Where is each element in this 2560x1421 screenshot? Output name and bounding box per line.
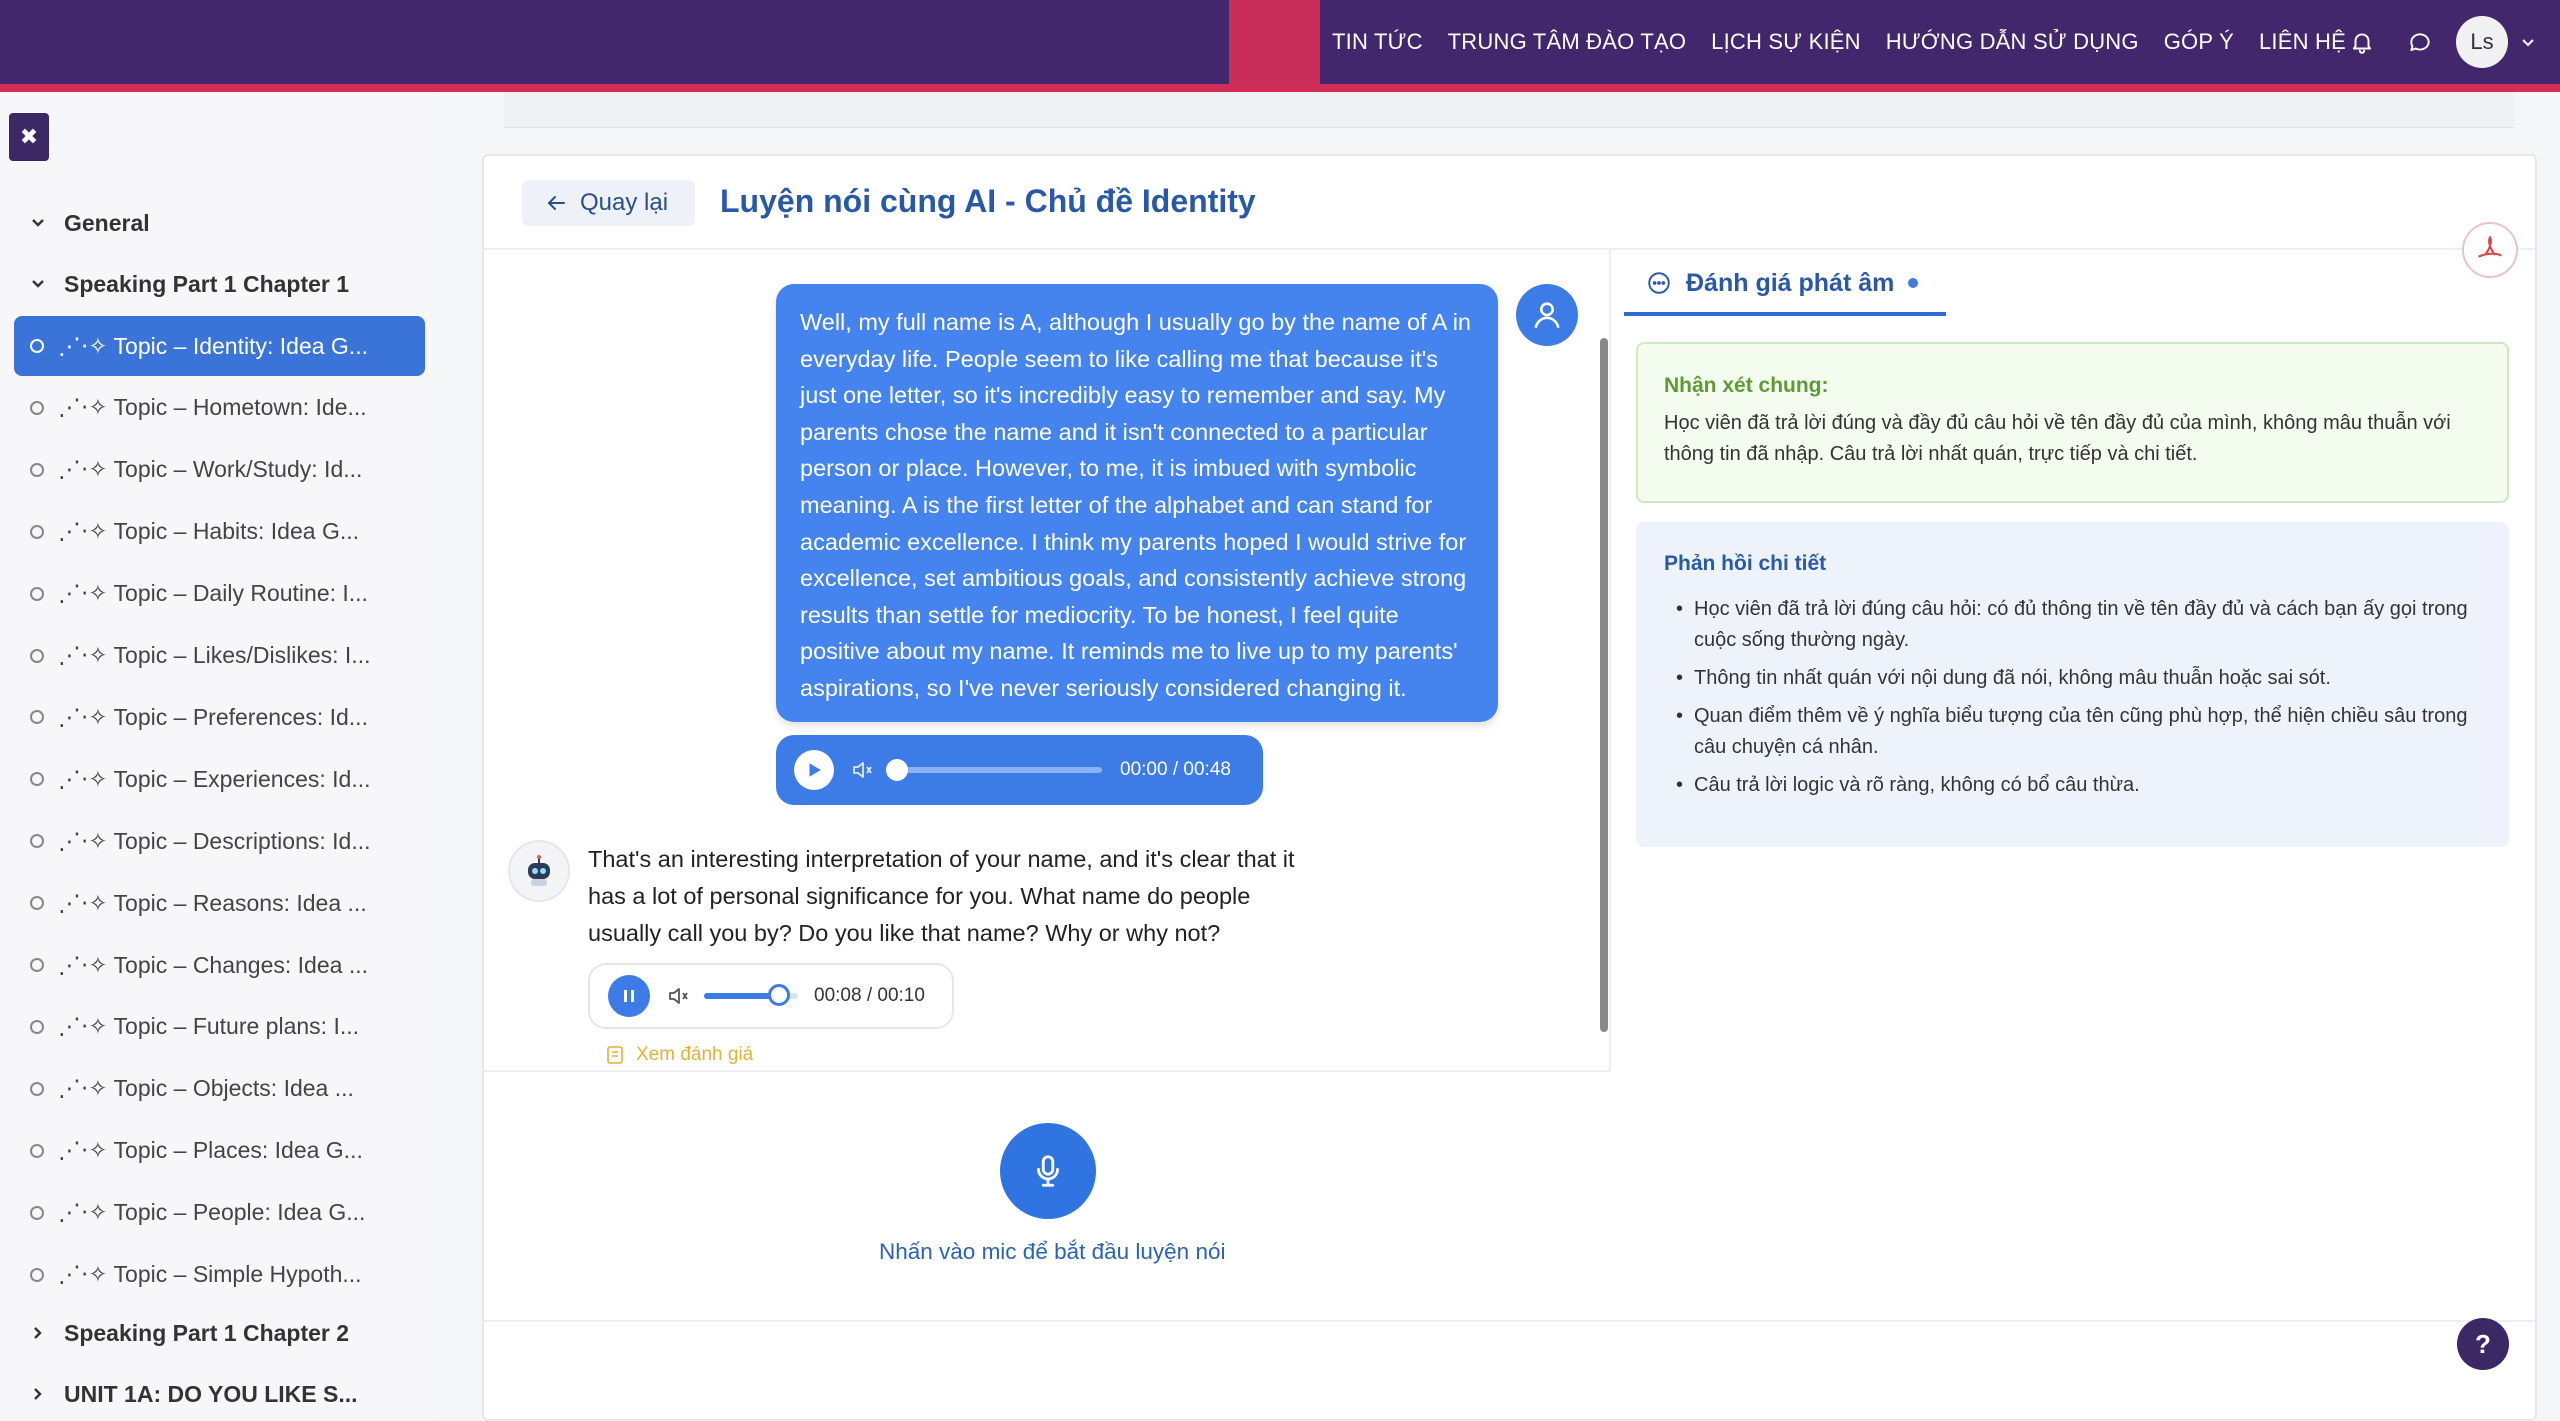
seek-thumb[interactable] (768, 984, 790, 1006)
sidebar-topic-label: ⋰⋅✧ Topic – People: Idea G... (58, 1199, 366, 1226)
chat-icon[interactable] (2406, 28, 2434, 56)
nav-underline (0, 84, 2560, 92)
radio-circle-icon (30, 463, 44, 477)
sidebar-topic-label: ⋰⋅✧ Topic – Habits: Idea G... (58, 518, 360, 545)
pdf-icon[interactable] (2462, 222, 2518, 278)
user-audio-player (776, 735, 1263, 805)
general-comment-text: Học viên đã trả lời đúng và đầy đủ câu hỏi về tên đầy đủ của mình, không mâu thuẫn với thông tin đã nhập. Câu trả lời nhất quán, trực tiếp và chi tiết. (1664, 412, 2451, 465)
back-button[interactable] (522, 180, 695, 226)
user-icon (1516, 284, 1578, 346)
sidebar-topic-label: ⋰⋅✧ Topic – Places: Idea G... (58, 1137, 363, 1164)
view-evaluation-link[interactable] (606, 1044, 753, 1066)
sidebar-topic-label: ⋰⋅✧ Topic – Preferences: Id... (58, 703, 368, 730)
sidebar-topic-item[interactable] (14, 749, 425, 809)
chevron-down-icon (30, 215, 46, 231)
play-button[interactable] (794, 750, 834, 790)
sidebar-topic-item[interactable] (14, 811, 425, 871)
nav-contact[interactable]: LIÊN HỆ (2259, 29, 2346, 54)
tab-label: Đánh giá phát âm (1686, 268, 1895, 297)
user-avatar-button[interactable]: Ls (2456, 16, 2508, 68)
sidebar-topic-label: ⋰⋅✧ Topic – Identity: Idea G... (58, 332, 368, 359)
chat-bubble-icon (1646, 270, 1672, 296)
sidebar-topic-item[interactable] (14, 502, 425, 562)
radio-circle-icon (30, 1020, 44, 1034)
feedback-list (1664, 594, 2481, 801)
sidebar-topic-item[interactable] (14, 626, 425, 686)
arrow-left-icon (544, 191, 568, 215)
section-chapter-1[interactable] (30, 264, 349, 304)
sidebar-topic-item[interactable] (14, 440, 425, 500)
user-audio-time: 00:00 / 00:48 (1120, 759, 1231, 780)
radio-circle-icon (30, 1082, 44, 1096)
radio-circle-icon (30, 649, 44, 663)
user-audio-seekbar[interactable] (886, 767, 1102, 773)
radio-circle-icon (30, 525, 44, 539)
sidebar-topic-label: ⋰⋅✧ Topic – Objects: Idea ... (58, 1075, 354, 1102)
sidebar-topic-item[interactable] (14, 316, 425, 376)
play-icon (805, 761, 823, 779)
radio-circle-icon (30, 958, 44, 972)
robot-icon (508, 840, 570, 902)
page-title: Luyện nói cùng AI - Chủ đề Identity (720, 183, 1256, 219)
sidebar-topic-item[interactable] (14, 1245, 425, 1305)
radio-circle-icon (30, 401, 44, 415)
radio-circle-icon (30, 1144, 44, 1158)
status-dot (1908, 278, 1918, 288)
sidebar-topic-label: ⋰⋅✧ Topic – Hometown: Ide... (58, 394, 367, 421)
volume-icon[interactable] (664, 982, 692, 1010)
view-evaluation-label: Xem đánh giá (636, 1044, 754, 1065)
feedback-item: • Học viên đã trả lời đúng câu hỏi: có đủ thông tin về tên đầy đủ và cách bạn ấy gọi trong cuộc sống thường ngày. (1664, 594, 2481, 656)
section-general[interactable] (30, 203, 150, 243)
chevron-down-icon[interactable] (2516, 30, 2540, 54)
seek-thumb[interactable] (886, 759, 908, 781)
detailed-feedback-title: Phản hồi chi tiết (1664, 552, 1827, 575)
detailed-feedback-box (1636, 522, 2509, 847)
card-footer-divider (484, 1320, 2535, 1322)
bot-audio-player (588, 963, 954, 1029)
sidebar-topic-item[interactable] (14, 378, 425, 438)
tab-pronunciation-evaluation[interactable] (1624, 254, 1946, 316)
sidebar-topic-item[interactable] (14, 997, 425, 1057)
section-label: General (64, 209, 150, 236)
main-nav (1332, 0, 2346, 84)
radio-circle-icon (30, 1206, 44, 1220)
chevron-right-icon (30, 1325, 46, 1341)
bot-audio-time: 00:08 / 00:10 (814, 985, 925, 1006)
sidebar-topic-label: ⋰⋅✧ Topic – Work/Study: Id... (58, 456, 363, 483)
mic-button[interactable] (1000, 1123, 1096, 1219)
radio-circle-icon (30, 1268, 44, 1282)
nav-accent-block (1229, 0, 1320, 84)
sidebar-topic-label: ⋰⋅✧ Topic – Reasons: Idea ... (58, 889, 367, 916)
pause-icon (621, 988, 637, 1004)
chevron-right-icon (30, 1386, 46, 1402)
top-strip (504, 92, 2514, 128)
help-button[interactable]: ? (2457, 1318, 2509, 1370)
radio-circle-icon (30, 834, 44, 848)
section-label: Speaking Part 1 Chapter 1 (64, 270, 350, 297)
sidebar-topic-item[interactable] (14, 1059, 425, 1119)
nav-news[interactable]: TIN TỨC (1332, 29, 1423, 54)
nav-event-calendar[interactable]: LỊCH SỰ KIỆN (1711, 29, 1861, 54)
sidebar-topic-label: ⋰⋅✧ Topic – Daily Routine: I... (58, 580, 368, 607)
pause-button[interactable] (608, 975, 650, 1017)
sidebar-topic-item[interactable] (14, 1121, 425, 1181)
nav-user-guide[interactable]: HƯỚNG DẪN SỬ DỤNG (1885, 29, 2139, 54)
nav-feedback[interactable]: GÓP Ý (2163, 29, 2234, 54)
sidebar-topic-label: ⋰⋅✧ Topic – Simple Hypoth... (58, 1261, 362, 1287)
chat-scrollbar[interactable] (1600, 338, 1608, 1032)
section-chapter-2[interactable] (30, 1313, 349, 1353)
section-label: Speaking Part 1 Chapter 2 (64, 1319, 350, 1346)
radio-circle-icon (30, 339, 44, 353)
bot-audio-seekbar[interactable] (704, 993, 798, 999)
general-comment-title: Nhận xét chung: (1664, 374, 1829, 397)
feedback-item: • Câu trả lời logic và rõ ràng, không có bổ câu thừa. (1664, 770, 2481, 801)
sidebar-topic-item[interactable] (14, 564, 425, 624)
radio-circle-icon (30, 772, 44, 786)
chevron-down-icon (30, 276, 46, 292)
close-sidebar-button[interactable]: ✖ (9, 113, 49, 161)
sidebar-topic-item[interactable] (14, 1183, 425, 1243)
radio-circle-icon (30, 710, 44, 724)
sidebar-topic-label: ⋰⋅✧ Topic – Likes/Dislikes: I... (58, 642, 371, 668)
sidebar-topic-item[interactable] (14, 687, 425, 747)
sidebar-topic-label: ⋰⋅✧ Topic – Descriptions: Id... (58, 827, 371, 854)
bell-icon[interactable] (2348, 28, 2376, 56)
bot-message: That's an interesting interpretation of your name, and it's clear that it has a lot of personal significance for you. What name do people usually call you by? Do you like that name? Why or why not? (588, 846, 1295, 946)
feedback-item: • Quan điểm thêm về ý nghĩa biểu tượng của tên cũng phù hợp, thể hiện chiều sâu trong câu chuyện cá nhân. (1664, 701, 2481, 763)
sidebar-topic-label: ⋰⋅✧ Topic – Future plans: I... (58, 1013, 360, 1040)
sidebar-topic-item[interactable] (14, 873, 425, 933)
sidebar-topic-label: ⋰⋅✧ Topic – Experiences: Id... (58, 765, 371, 792)
feedback-item: • Thông tin nhất quán với nội dung đã nói, không mâu thuẫn hoặc sai sót. (1664, 663, 2481, 694)
mic-hint: Nhấn vào mic để bắt đầu luyện nói (879, 1239, 1226, 1264)
section-label: UNIT 1A: DO YOU LIKE S... (64, 1380, 358, 1407)
sidebar-topic-item[interactable] (14, 935, 425, 995)
radio-circle-icon (30, 896, 44, 910)
section-unit-1a[interactable] (30, 1374, 358, 1414)
volume-icon[interactable] (848, 756, 876, 784)
user-message-bubble: Well, my full name is A, although I usually go by the name of A in everyday life. People seem to like calling me that because it's just one letter, so it's incredibly easy to remember and say. My parents chose the name and it isn't connected to a particular person or place. However, to me, it is imbued with symbolic meaning. A is the first letter of the alphabet and can stand for academic excellence. I think my parents hoped I would strive for excellence, set ambitious goals, and consistently achieve strong results than settle for mediocrity. To be honest, I feel quite positive about my name. It reminds me to live up to my parents' aspirations, so I've never seriously considered changing it. (776, 284, 1498, 722)
back-label: Quay lại (580, 189, 669, 216)
microphone-icon (1029, 1152, 1067, 1190)
nav-icon-group (2348, 0, 2434, 84)
radio-circle-icon (30, 587, 44, 601)
general-comment-box (1636, 342, 2509, 503)
sidebar-topic-label: ⋰⋅✧ Topic – Changes: Idea ... (58, 951, 368, 978)
nav-training-center[interactable]: TRUNG TÂM ĐÀO TẠO (1447, 29, 1687, 54)
document-icon (606, 1045, 624, 1065)
